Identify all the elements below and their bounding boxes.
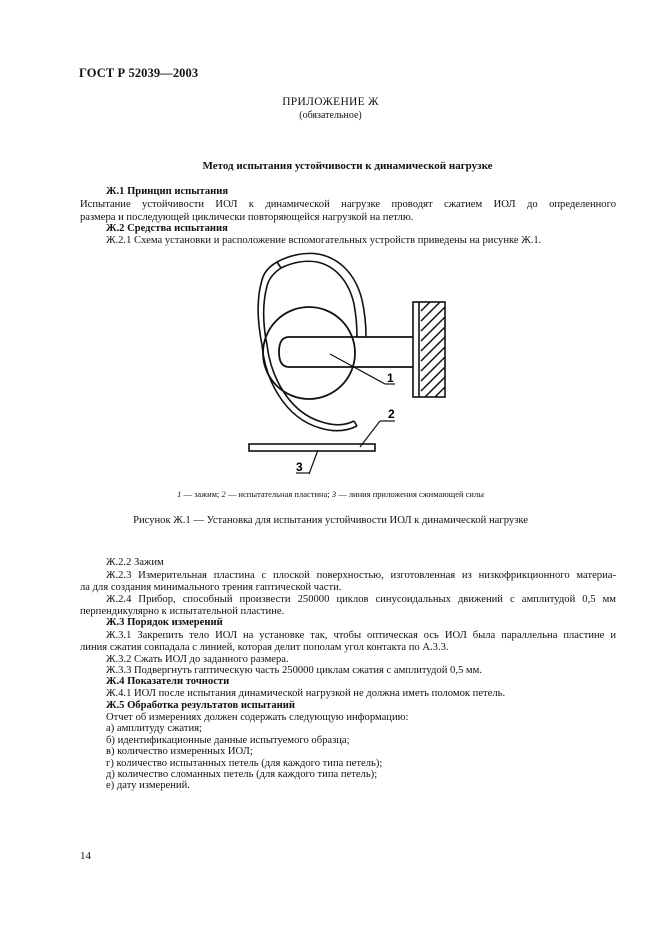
section-5-heading: Ж.5 Обработка результатов испытаний	[106, 700, 295, 711]
legend-number-2: 2	[221, 489, 226, 499]
section-3-paragraph-1-line-1: Ж.3.1 Закрепить тело ИОЛ на установке так, чтобы оптическая ось ИОЛ была параллельна пластине и	[106, 630, 616, 641]
haptic-loop	[258, 262, 357, 431]
section-3-paragraph-2: Ж.3.2 Сжать ИОЛ до заданного размера.	[106, 654, 289, 665]
legend-text-1: — зажим;	[181, 489, 222, 499]
leader-line-1	[330, 354, 385, 384]
figure-label-3: 3	[296, 460, 303, 474]
legend-text-3: — линия приложения сжимающей силы	[336, 489, 484, 499]
section-4-paragraph-1: Ж.4.1 ИОЛ после испытания динамической нагрузкой не должна иметь поломок петель.	[106, 688, 506, 699]
report-item-e: д) количество сломанных петель (для каждого типа петель);	[106, 769, 378, 780]
report-item-f: е) дату измерений.	[106, 780, 190, 791]
report-item-a: а) амплитуду сжатия;	[106, 723, 202, 734]
legend-number-1: 1	[177, 489, 182, 499]
section-2-paragraph-4-line-1: Ж.2.4 Прибор, способный произвести 250000 циклов синусоидальных движений с амплитудой 0,5 мм	[106, 594, 616, 605]
section-3-paragraph-1-line-2: линия сжатия совпадала с линией, которая делит пополам угол контакта по А.3.3.	[80, 642, 449, 653]
iol-optic	[263, 307, 355, 399]
report-item-b: б) идентификационные данные испытуемого образца;	[106, 735, 350, 746]
section-4-heading: Ж.4 Показатели точности	[106, 676, 230, 687]
appendix-subtitle: (обязательное)	[299, 110, 362, 121]
report-item-d: г) количество испытанных петель (для каждого типа петель);	[106, 758, 383, 769]
appendix-title: ПРИЛОЖЕНИЕ Ж	[282, 96, 379, 108]
section-1-text-line-1: Испытание устойчивости ИОЛ к динамической нагрузке проводят сжатием ИОЛ до определенного	[80, 199, 616, 210]
figure-legend	[0, 489, 661, 499]
section-2-paragraph-1: Ж.2.1 Схема установки и расположение вспомогательных устройств приведены на рисунке Ж.1.	[106, 235, 542, 246]
figure-caption: Рисунок Ж.1 — Установка для испытания устойчивости ИОЛ к динамической нагрузке	[133, 515, 528, 526]
test-plate	[249, 444, 375, 451]
upper-haptic	[277, 253, 366, 337]
document-standard-number: ГОСТ Р 52039—2003	[79, 66, 199, 80]
section-3-heading: Ж.3 Порядок измерений	[106, 617, 223, 628]
figure-label-1: 1	[387, 371, 394, 385]
figure-label-2: 2	[388, 407, 395, 421]
section-2-paragraph-3-line-1: Ж.2.3 Измерительная пластина с плоской поверхностью, изготовленная из низкофрикционного материа-	[106, 570, 616, 581]
section-2-heading: Ж.2 Средства испытания	[106, 223, 228, 234]
section-3-paragraph-3: Ж.3.3 Подвергнуть гаптическую часть 250000 циклам сжатия с амплитудой 0,5 мм.	[106, 665, 482, 676]
leader-line-2	[360, 421, 380, 447]
document-title: Метод испытания устойчивости к динамической нагрузке	[202, 160, 493, 172]
section-2-paragraph-3-line-2: ла для создания минимального трения гаптической части.	[80, 582, 342, 593]
force-line	[309, 450, 318, 474]
section-1-text-line-2: размера и последующей циклически повторяющейся нагрузкой на петлю.	[80, 212, 414, 223]
section-2-paragraph-4-line-2: перпендикулярно к испытательной пластине.	[80, 606, 285, 617]
legend-number-3: 3	[331, 489, 337, 499]
report-item-c: в) количество измеренных ИОЛ;	[106, 746, 253, 757]
section-2-paragraph-2: Ж.2.2 Зажим	[106, 557, 164, 568]
page-number: 14	[80, 850, 91, 862]
section-5-intro: Отчет об измерениях должен содержать следующую информацию:	[106, 712, 409, 723]
legend-text-2: — испытательная пластина;	[225, 489, 332, 499]
section-1-heading: Ж.1 Принцип испытания	[106, 186, 229, 197]
wall-mount	[413, 302, 445, 397]
